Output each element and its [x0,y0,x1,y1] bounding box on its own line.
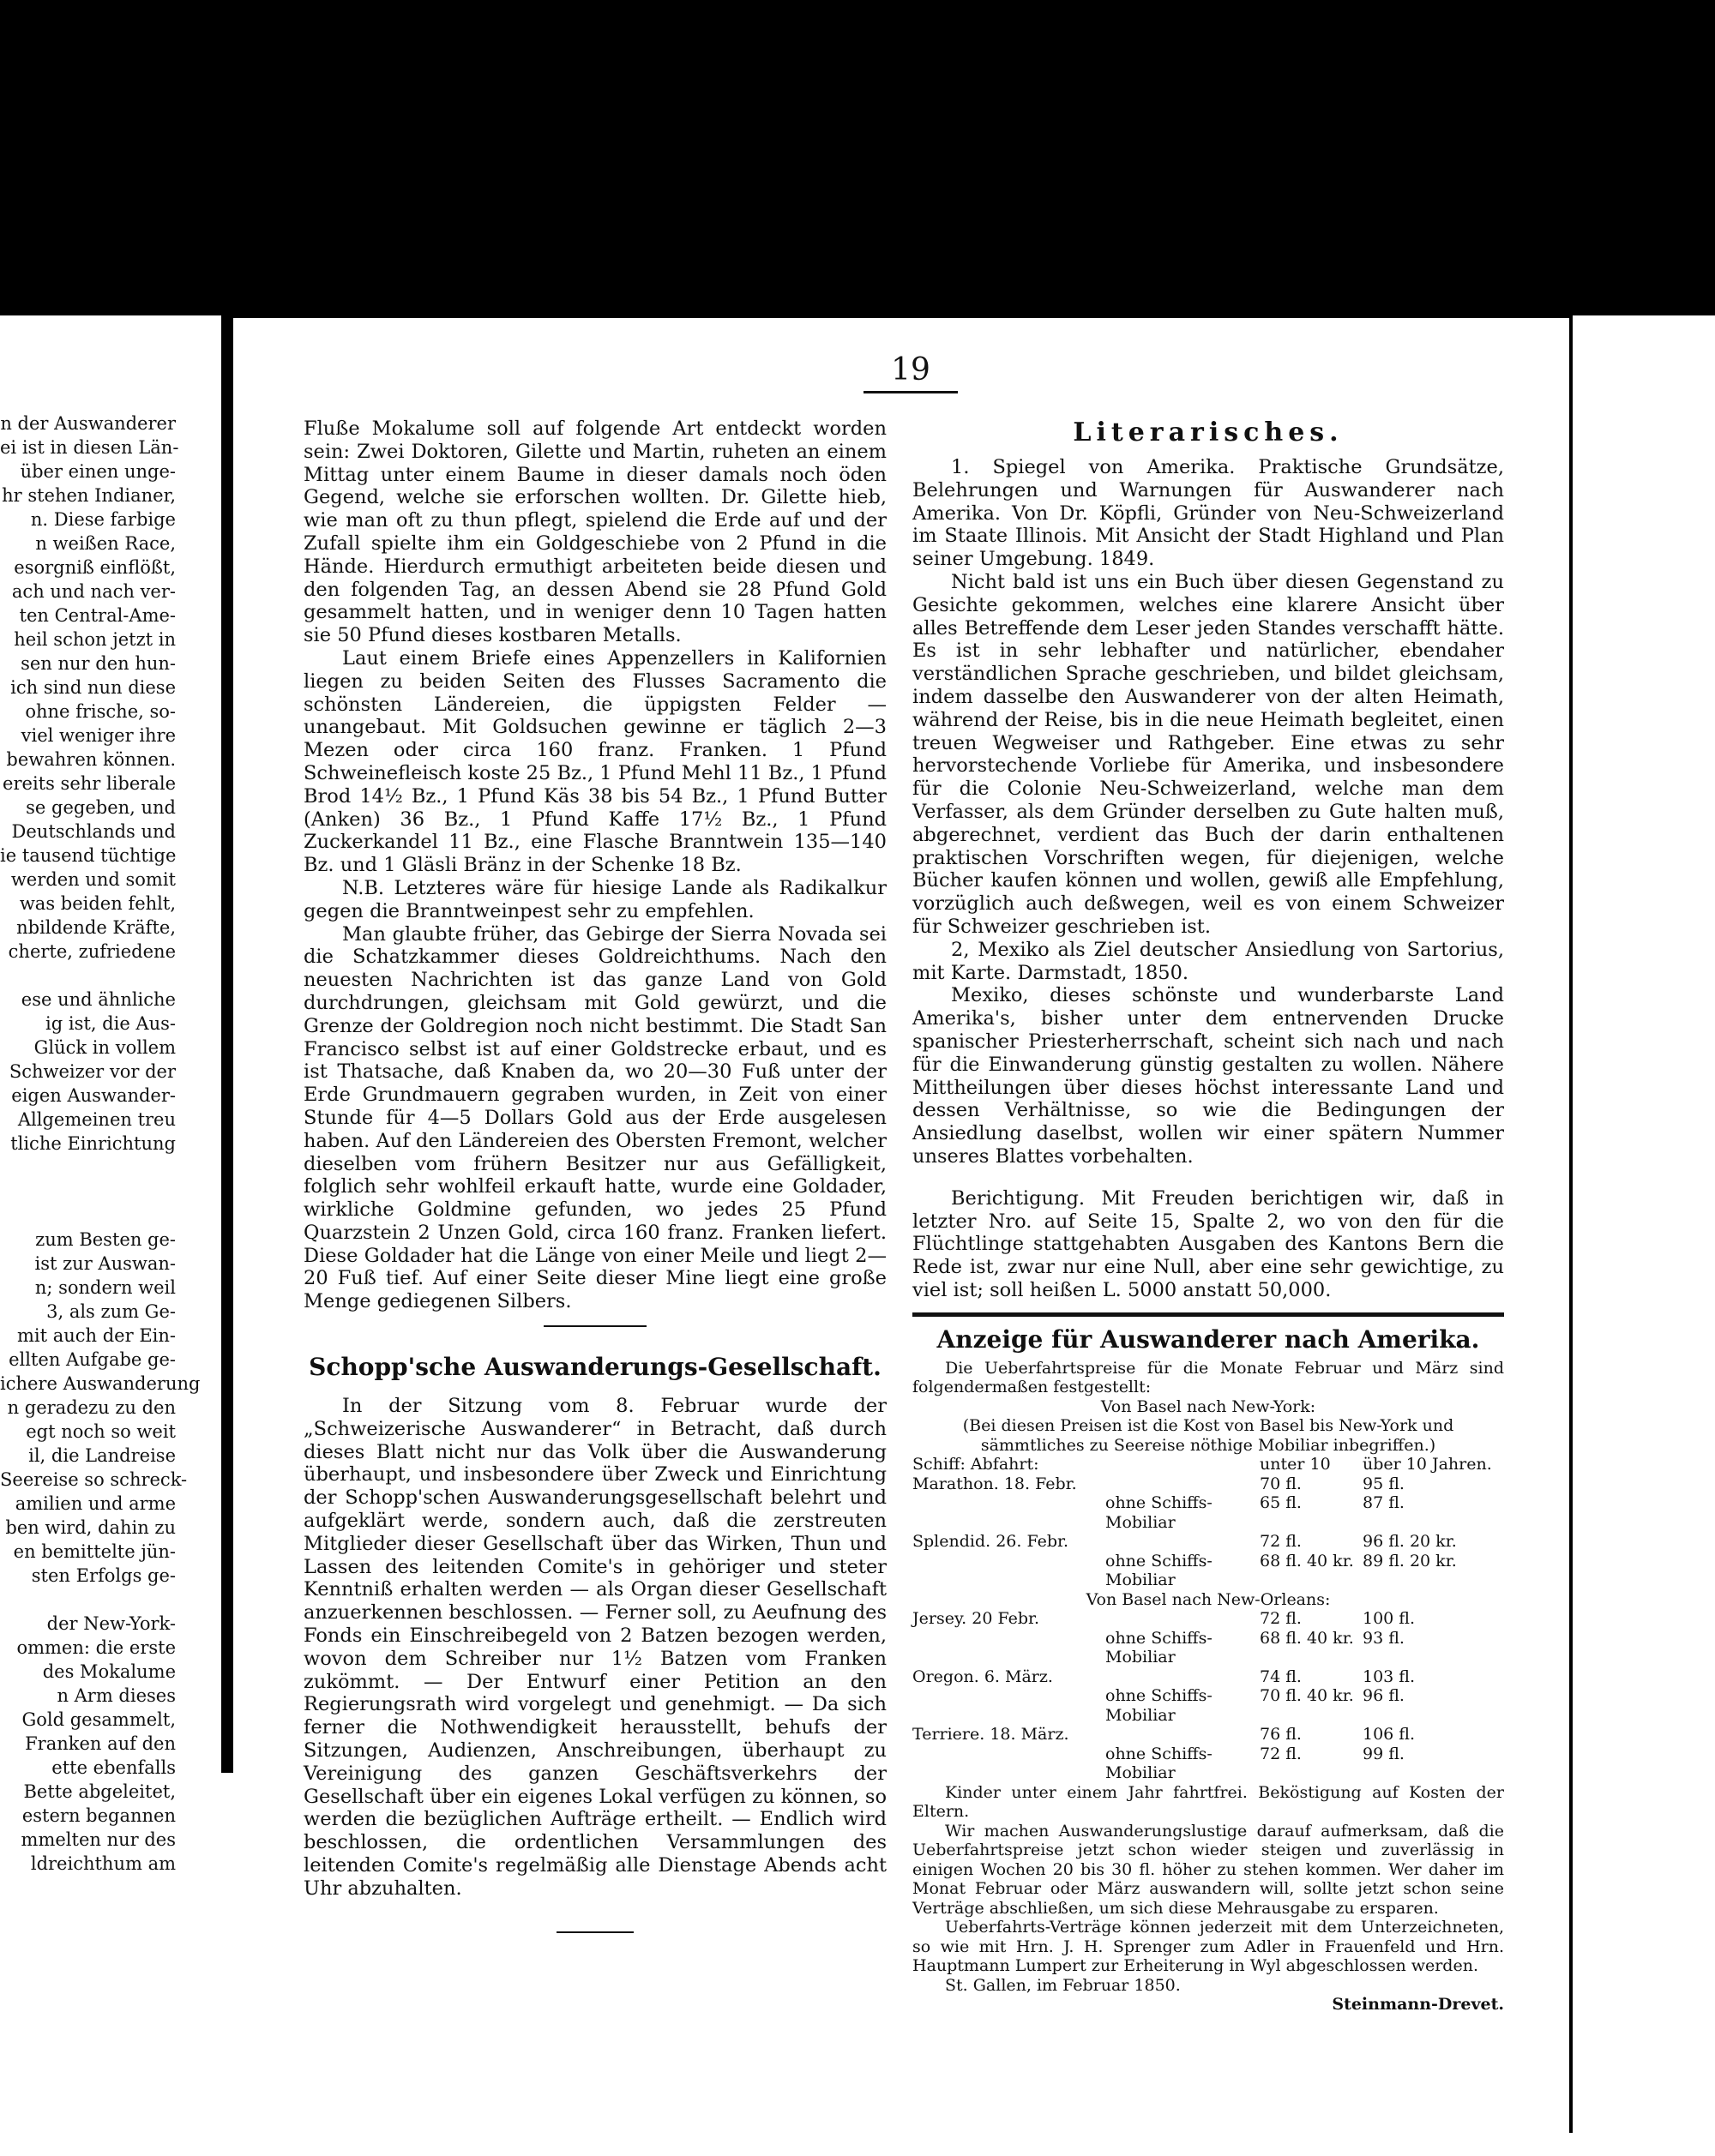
facing-page-line: esorgniß einflößt, [14,557,176,578]
price-row: Terriere. 18. März. 76 fl. 106 fl. [912,1725,1416,1745]
facing-page-line: n weißen Race, [35,533,176,554]
facing-page-line: ette ebenfalls [51,1757,176,1778]
facing-page-line: ellten Aufgabe ge- [9,1349,176,1370]
facing-page-line: ig ist, die Aus- [45,1013,176,1034]
facing-page-line: ichere Auswanderung [0,1373,201,1394]
price-table-neworleans [912,1609,1504,1783]
correction-notice: Berichtigung. Mit Freuden berichtigen wir, daß in letzter Nro. auf Seite 15, Spalte 2, wo von den für die Flüchtlinge stattgehabten Ausgaben des Kantons Bern die Rede ist, zwar nur eine Null, aber eine sehr gewichtige, zu viel ist; soll heißen L. 5000 anstatt 50,000. [912,1186,1504,1301]
ad-intro: Die Ueberfahrtspreise für die Monate Februar und März sind folgendermaßen festgestellt: [912,1358,1504,1397]
facing-page-line: n geradezu zu den [7,1397,176,1418]
facing-page-line: ei ist in diesen Län- [0,437,179,458]
facing-page-line: amilien und arme [15,1493,176,1514]
facing-page-line: tliche Einrichtung [10,1133,176,1154]
facing-page-line: Seereise so schreck- [0,1469,188,1490]
facing-page-line: 3, als zum Ge- [46,1301,176,1322]
price-row: Jersey. 20 Febr. 72 fl. 100 fl. [912,1609,1416,1629]
article-paragraph: Fluße Mokalume soll auf folgende Art entdeckt worden sein: Zwei Doktoren, Gilette und Martin, ruheten an einem Mittag unter einem Baume in dieser damals noch öden Gegend, welche sie erforschen wollten. Dr. Gilette hieb, wie man oft zu thun pflegt, spielend die Erde auf und der Zufall spielte ihm ein Goldgeschiebe von 2 Pfund in die Hände. Hierdurch ermuthigt arbeiteten beide diesen und den folgenden Tag, an dessen Abend sie 28 Pfund Gold gesammelt hatten, und in weniger denn 10 Tagen hatten sie 50 Pfund dieses kostbaren Metalls. [304,417,887,647]
ad-route: Von Basel nach New-York: [1100,1396,1316,1416]
facing-page-line: ereits sehr liberale [3,773,176,794]
facing-page-fragment [0,360,221,1877]
ad-heading: Anzeige für Auswanderer nach Amerika. [936,1324,1480,1354]
facing-page-line: über einen unge- [20,461,176,482]
facing-page-line: sten Erfolgs ge- [31,1565,176,1586]
facing-page-line: bewahren können. [6,749,176,770]
price-row: Marathon. 18. Febr. 70 fl. 95 fl. [912,1474,1405,1493]
price-table-newyork [912,1474,1504,1590]
price-row: ohne Schiffs-Mobiliar 72 fl. 99 fl. [1105,1744,1405,1783]
facing-page-line [0,1588,176,1612]
facing-page-line: egt noch so weit [26,1421,176,1442]
facing-page-line: sen nur den hun- [21,653,176,674]
ad-signature: Steinmann-Drevet. [1332,1995,1504,2015]
page-number: 19 [891,352,930,387]
facing-page-line: heil schon jetzt in [14,629,176,650]
price-row: ohne Schiffs-Mobiliar 70 fl. 40 kr. 96 fl. [1105,1686,1405,1725]
facing-page-line: Gold gesammelt, [21,1709,176,1730]
page-number-rule [864,391,958,393]
facing-page-line: mmelten nur des [21,1829,176,1850]
ad-note: (Bei diesen Preisen ist die Kost von Basel bis New-York und sämmtliches zu Seereise nöthige Mobiliar inbegriffen.) [962,1416,1454,1455]
facing-page-line [0,1156,176,1180]
facing-page-line: Bette abgeleitet, [23,1781,176,1802]
facing-page-line: n; sondern weil [34,1277,176,1298]
section-divider [912,1312,1504,1317]
price-row: Splendid. 26. Febr. 72 fl. 96 fl. 20 kr. [912,1532,1457,1552]
price-row: ohne Schiffs-Mobiliar 68 fl. 40 kr. 89 fl. 20 kr. [1105,1551,1457,1590]
article-paragraph: N.B. Letzteres wäre für hiesige Lande als Radikalkur gegen die Branntweinpest sehr zu empfehlen. [304,876,887,922]
ad-paragraph: Ueberfahrts-Verträge können jederzeit mit dem Unterzeichneten, so wie mit Hrn. J. H. Sprenger zum Adler in Frauenfeld und Hrn. Hauptmann Lumpert zur Erheiterung in Wyl abgeschlossen werden. [912,1918,1504,1976]
right-column [912,417,1504,2015]
article-paragraph: Nicht bald ist uns ein Buch über diesen Gegenstand zu Gesichte gekommen, welches eine klarere Ansicht über alles Betreffende dem Leser jeden Standes verschafft hätte. Es ist in sehr lebhafter und natürlicher, ebendaher verständlichen Sprache geschrieben, und bildet gleichsam, indem dasselbe den Auswanderer von der alten Heimath, während der Reise, bis in die neue Heimath begleitet, einen treuen Wegweiser und Rathgeber. Eine etwas zu sehr hervorstechende Vorliebe für Amerika, und insbesondere für die Colonie Neu-Schweizerland, welche man dem Verfasser, als dem Gründer derselben zu Gute halten muß, abgerechnet, verdient das Buch der darin enthaltenen praktischen Vorschriften wegen, für diejenigen, welche Bücher kaufen können und wollen, gewiß alle Empfehlung, vorzüglich auch deßwegen, weil es von einem Schweizer für Schweizer geschrieben ist. [912,570,1504,938]
facing-page-line: der New-York- [46,1613,176,1634]
facing-page-line [0,964,176,988]
facing-page-line: ben wird, dahin zu [5,1517,176,1538]
section-divider [544,1325,647,1327]
facing-page-line: ldreichthum am [30,1853,176,1874]
facing-page-line: Glück in vollem [33,1037,176,1058]
section-heading: Literarisches. [1073,417,1344,447]
price-row: ohne Schiffs-Mobiliar 68 fl. 40 kr. 93 fl. [1105,1628,1405,1667]
facing-page-line: n Arm dieses [57,1685,176,1706]
facing-page-line: mit auch der Ein- [16,1325,176,1346]
article-paragraph: Mexiko, dieses schönste und wunderbarste Land Amerika's, bisher unter dem entnervenden Drucke spanischer Priesterherrschaft, scheint sich nach und nach für die Einwanderung günstig gestalten zu wollen. Nähere Mittheilungen über dieses höchst interessante Land und dessen Verhältnisse, so wie die Bedingungen der Ansiedlung daselbst, wollen wir einer spätern Nummer unseres Blattes vorbehalten. [912,984,1504,1168]
scan-black-border [0,0,1715,315]
facing-page-line: Schweizer vor der [9,1061,176,1082]
facing-page-line: was beiden fehlt, [19,893,176,914]
advertisement [912,1325,1504,2015]
facing-page-line: zum Besten ge- [35,1229,176,1250]
ad-route: Von Basel nach New-Orleans: [1086,1589,1331,1609]
facing-page-text [0,411,201,1876]
facing-page-line: Franken auf den [25,1733,176,1754]
page-right-edge [1569,315,1573,2133]
facing-page-line: ich sind nun diese [10,677,176,698]
facing-page-line: se gegeben, und [26,797,176,818]
facing-page-line: eigen Auswander- [11,1085,176,1106]
left-column [304,417,887,1933]
facing-page-line: ese und ähnliche [21,989,176,1010]
facing-page-line: Deutschlands und [11,821,176,842]
facing-page-line: ommen: die erste [16,1637,176,1658]
article-paragraph: 1. Spiegel von Amerika. Praktische Grundsätze, Belehrungen und Warnungen für Auswanderer nach Amerika. Von Dr. Köpfli, Gründer von Neu-Schweizerland im Staate Illinois. Mit Ansicht der Stadt Highland und Plan seiner Umgebung. 1849. [912,456,1504,571]
price-row: ohne Schiffs-Mobiliar 65 fl. 87 fl. [1105,1493,1405,1532]
section-heading: Schopp'sche Auswanderungs-Gesellschaft. [309,1353,882,1382]
facing-page-line: werden und somit [10,869,176,890]
facing-page-line: ie tausend tüchtige [0,845,177,866]
ad-kids-note: Kinder unter einem Jahr fahrtfrei. Beköstigung auf Kosten der Eltern. [912,1782,1504,1822]
newspaper-page [233,318,1569,2118]
facing-page-line: ist zur Auswan- [34,1253,176,1274]
facing-page-line: cherte, zufriedene [8,941,176,962]
article-paragraph: Laut einem Briefe eines Appenzellers in Kalifornien liegen zu beiden Seiten des Flusses Sacramento die schönsten Ländereien, die üppigsten Felder — unangebaut. Mit Goldsuchen gewinne er täglich 2—3 Mezen oder circa 160 franz. Franken. 1 Pfund Schweinefleisch koste 25 Bz., 1 Pfund Mehl 11 Bz., 1 Pfund Brod 14½ Bz., 1 Pfund Käs 38 bis 54 Bz., 1 Pfund Butter (Anken) 36 Bz., 1 Pfund Kaffe 17½ Bz., 1 Pfund Zuckerkandel 11 Bz., eine Flasche Branntwein 135—140 Bz. und 1 Gläsli Bränz in der Schenke 18 Bz. [304,646,887,877]
facing-page-line: n. Diese farbige [30,509,176,530]
facing-page-line: ten Central-Ame- [19,605,176,626]
facing-page-line [0,1180,176,1204]
article-paragraph: Man glaubte früher, das Gebirge der Sierra Novada sei die Schatzkammer dieses Goldreichthums. Nach den neuesten Nachrichten ist das ganze Land von Gold durchdrungen, gleichsam mit Gold gewürzt, und die Grenze der Goldregion noch nicht bestimmt. Die Stadt San Francisco selbst ist auf einer Goldstrecke erbaut, und es ist Thatsache, daß Knaben da, wo 20—30 Fuß unter der Erde Grundmauern gegraben wurden, in Zeit von einer Stunde für 4—5 Dollars Gold aus der Erde ausgelesen haben. Auf den Ländereien des Obersten Fremont, welcher dieselben vom frühern Besitzer nur aus Gefälligkeit, folglich sehr wohlfeil erkauft hatte, wurde eine Goldader, wirkliche Goldmine gefunden, wo jedes 25 Pfund Quarzstein 2 Unzen Gold, circa 160 franz. Franken liefert. Diese Goldader hat die Länge von einer Meile und liegt 2—20 Fuß tief. Auf einer Seite dieser Mine liegt eine große Menge gediegenen Silbers. [304,922,887,1313]
facing-page-line: ohne frische, so- [25,701,176,722]
price-table-header: Schiff: Abfahrt: unter 10 über 10 Jahren. [912,1455,1492,1474]
end-divider [557,1931,634,1933]
ad-paragraph: Wir machen Auswanderungslustige darauf aufmerksam, daß die Ueberfahrtspreise jetzt schon wieder steigen und zuverlässig in einigen Wochen 20 bis 30 fl. höher zu stehen kommen. Wer daher im Monat Februar oder März auswandern will, sollte jetzt schon seine Verträge abschließen, um sich diese Mehrausgabe zu ersparen. [912,1821,1504,1918]
facing-page-line [0,1204,176,1228]
facing-page-line: n der Auswanderer [0,413,176,434]
facing-page-line: hr stehen Indianer, [2,485,176,506]
facing-page-line: estern begannen [21,1805,176,1826]
facing-page-line: nbildende Kräfte, [16,917,176,938]
facing-page-line: des Mokalume [42,1661,176,1682]
facing-page-line: il, die Landreise [28,1445,176,1466]
gutter-shadow [221,315,233,1773]
facing-page-line: ach und nach ver- [11,581,176,602]
ad-place-date: St. Gallen, im Februar 1850. [945,1975,1181,1995]
facing-page-line: Allgemeinen treu [17,1109,176,1130]
article-paragraph: In der Sitzung vom 8. Februar wurde der „Schweizerische Auswanderer“ in Betracht, daß durch dieses Blatt nicht nur das Volk über die Auswanderung überhaupt, und insbesondere über Zweck und Einrichtung der Schopp'schen Auswanderungsgesellschaft belehrt und aufgeklärt werde, sondern auch, daß die zerstreuten Mitglieder dieser Gesellschaft über das Wirken, Thun und Lassen des leitenden Comite's in gehöriger und steter Kenntniß erhalten werden — als Organ dieser Gesellschaft anzuerkennen beschlossen. — Ferner soll, zu Aeufnung des Fonds ein Einschreibegeld von 2 Batzen bezogen werden, wovon dem Schreiber nur 1½ Batzen vom Franken zukömmt. — Der Entwurf einer Petition an den Regierungsrath wird vorgelegt und genehmigt. — Da sich ferner die Nothwendigkeit herausstellt, behufs der Sitzungen, Audienzen, Anschreibungen, überhaupt zu Vereinigung des ganzen Geschäftsverkehrs der Gesellschaft über ein eigenes Lokal verfügen zu können, so werden die bezüglichen Aufträge ertheilt. — Endlich wird beschlossen, die ordentlichen Versammlungen des leitenden Comite's regelmäßig alle Dienstage Abends acht Uhr abzuhalten. [304,1395,887,1900]
facing-page-line: en bemittelte jün- [13,1541,176,1562]
facing-page-line: viel weniger ihre [21,725,176,746]
article-paragraph: 2, Mexiko als Ziel deutscher Ansiedlung von Sartorius, mit Karte. Darmstadt, 1850. [912,938,1504,984]
price-row: Oregon. 6. März. 74 fl. 103 fl. [912,1667,1416,1686]
